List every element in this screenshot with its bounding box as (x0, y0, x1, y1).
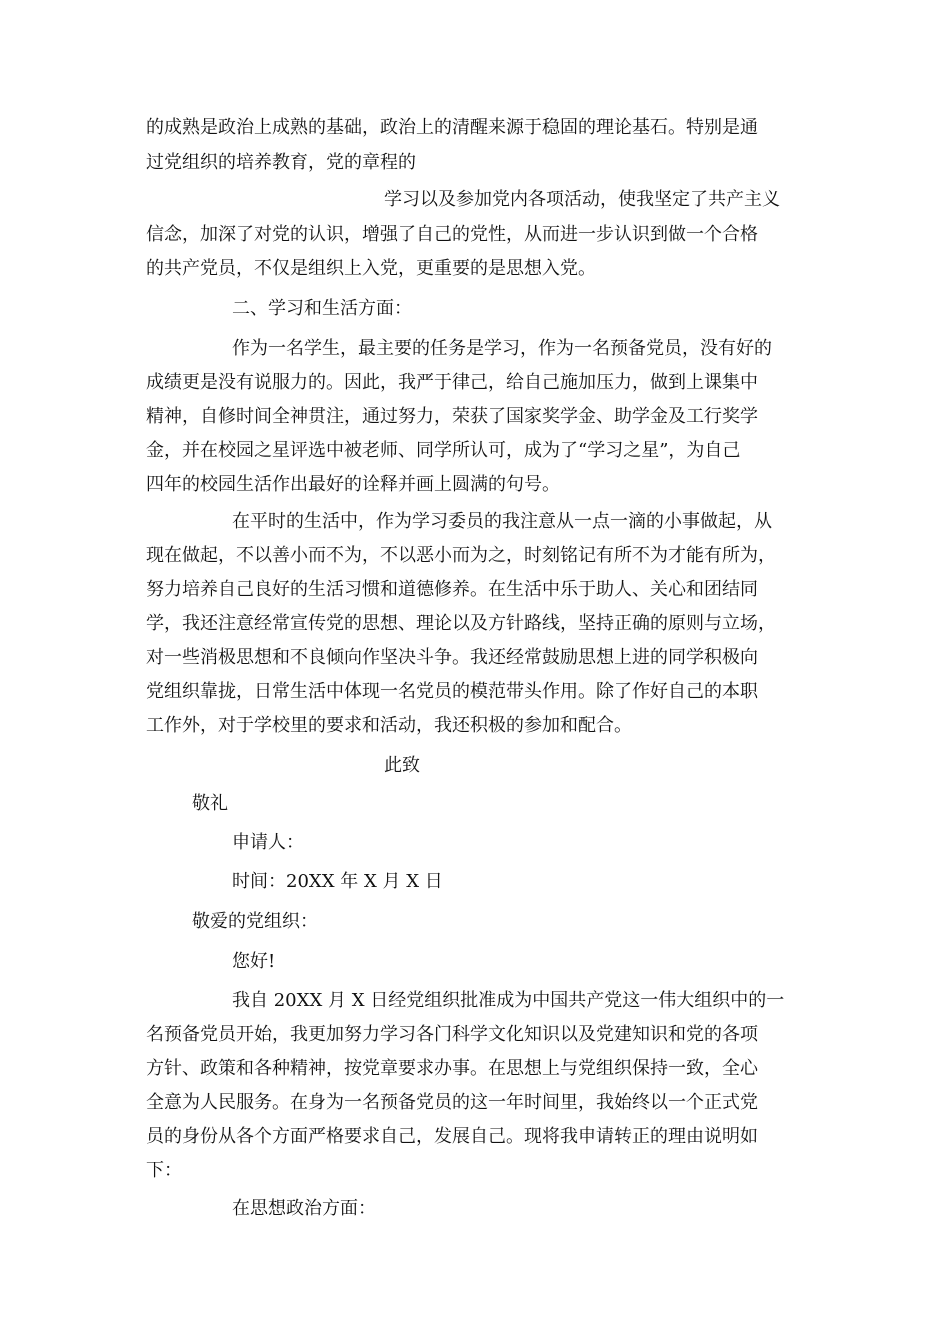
section-heading: 二、学习和生活方面： (232, 298, 412, 319)
paragraph-line: 精神，自修时间全神贯注，通过努力，荣获了国家奖学金、助学金及工行奖学 (146, 406, 758, 427)
paragraph-line: 作为一名学生，最主要的任务是学习，作为一名预备党员，没有好的 (232, 338, 772, 359)
paragraph-line: 全意为人民服务。在身为一名预备党员的这一年时间里，我始终以一个正式党 (146, 1092, 758, 1113)
date-line: 时间：20XX 年 X 月 X 日 (232, 871, 443, 892)
paragraph-line: 学习以及参加党内各项活动，使我坚定了共产主义 (384, 189, 780, 210)
paragraph-line: 信念，加深了对党的认识，增强了自己的党性，从而进一步认识到做一个合格 (146, 224, 758, 245)
paragraph-line: 四年的校园生活作出最好的诠释并画上圆满的句号。 (146, 474, 560, 495)
paragraph-line: 我自 20XX 月 X 日经党组织批准成为中国共产党这一伟大组织中的一 (232, 990, 785, 1011)
paragraph-line: 的共产党员，不仅是组织上入党，更重要的是思想入党。 (146, 258, 596, 279)
paragraph-line: 的成熟是政治上成熟的基础，政治上的清醒来源于稳固的理论基石。特别是通 (146, 117, 758, 138)
paragraph-line: 方针、政策和各种精神，按党章要求办事。在思想上与党组织保持一致，全心 (146, 1058, 758, 1079)
letter-greeting: 敬爱的党组织： (192, 911, 318, 932)
paragraph-line: 名预备党员开始，我更加努力学习各门科学文化知识以及党建知识和党的各项 (146, 1024, 758, 1045)
paragraph-line: 成绩更是没有说服力的。因此，我严于律己，给自己施加压力，做到上课集中 (146, 372, 758, 393)
closing-salutation: 此致 (384, 755, 420, 776)
paragraph-line: 党组织靠拢，日常生活中体现一名党员的模范带头作用。除了作好自己的本职 (146, 681, 758, 702)
paragraph-line: 现在做起，不以善小而不为，不以恶小而为之，时刻铭记有所不为才能有所为， (146, 545, 776, 566)
paragraph-line: 金，并在校园之星评选中被老师、同学所认可，成为了“学习之星”，为自己 (146, 440, 741, 461)
closing-regards: 敬礼 (192, 793, 228, 814)
paragraph-line: 工作外，对于学校里的要求和活动，我还积极的参加和配合。 (146, 715, 632, 736)
applicant-label: 申请人： (232, 832, 304, 853)
paragraph-line: 下： (146, 1160, 182, 1181)
paragraph-line: 学，我还注意经常宣传党的思想、理论以及方针路线，坚持正确的原则与立场， (146, 613, 776, 634)
paragraph-line: 对一些消极思想和不良倾向作坚决斗争。我还经常鼓励思想上进的同学积极向 (146, 647, 758, 668)
letter-hello: 您好! (232, 951, 276, 972)
paragraph-line: 在平时的生活中，作为学习委员的我注意从一点一滴的小事做起，从 (232, 511, 772, 532)
paragraph-line: 努力培养自己良好的生活习惯和道德修养。在生活中乐于助人、关心和团结同 (146, 579, 758, 600)
paragraph-line: 过党组织的培养教育，党的章程的 (146, 152, 416, 173)
paragraph-line: 员的身份从各个方面严格要求自己，发展自己。现将我申请转正的理由说明如 (146, 1126, 758, 1147)
section-heading: 在思想政治方面： (232, 1198, 376, 1219)
